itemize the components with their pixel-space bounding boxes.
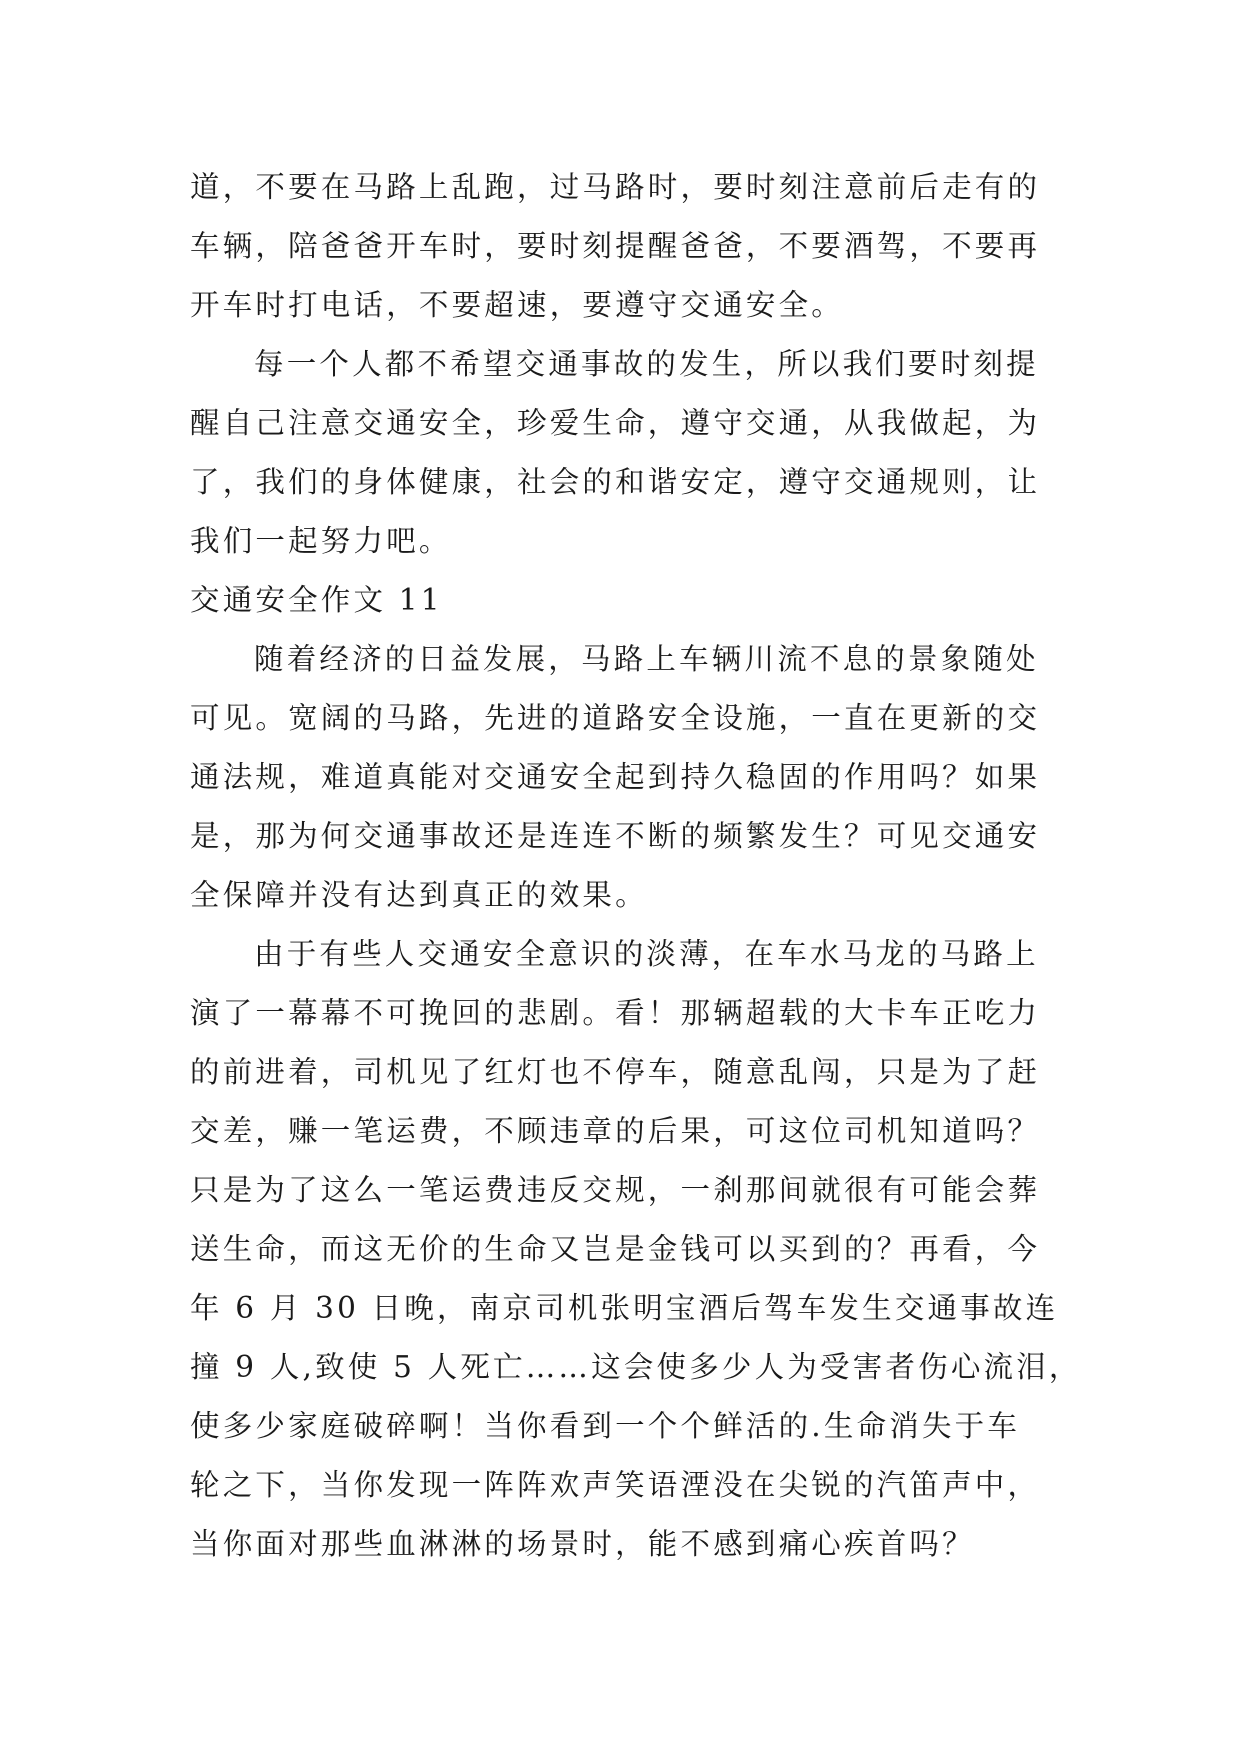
text-line: 每一个人都不希望交通事故的发生，所以我们要时刻提 bbox=[254, 347, 1039, 381]
text-line: 醒自己注意交通安全，珍爱生命，遵守交通，从我做起，为 bbox=[190, 406, 1041, 440]
text-line: 送生命，而这无价的生命又岂是金钱可以买到的？再看，今 bbox=[190, 1232, 1041, 1266]
text-line: 开车时打电话，不要超速，要遵守交通安全。 bbox=[190, 288, 845, 322]
text-line: 撞 9 人,致使 5 人死亡……这会使多少人为受害者伤心流泪， bbox=[190, 1350, 1082, 1384]
text-line: 交差，赚一笔运费，不顾违章的后果，可这位司机知道吗？ bbox=[190, 1114, 1041, 1148]
text-line: 了，我们的身体健康，社会的和谐安定，遵守交通规则，让 bbox=[190, 465, 1041, 499]
text-line: 我们一起努力吧。 bbox=[190, 524, 452, 558]
text-line: 演了一幕幕不可挽回的悲剧。看！那辆超载的大卡车正吃力 bbox=[190, 996, 1041, 1030]
text-line: 随着经济的日益发展，马路上车辆川流不息的景象随处 bbox=[254, 642, 1039, 676]
text-line: 轮之下，当你发现一阵阵欢声笑语湮没在尖锐的汽笛声中， bbox=[190, 1468, 1041, 1502]
text-line: 通法规，难道真能对交通安全起到持久稳固的作用吗？如果 bbox=[190, 760, 1041, 794]
text-line: 只是为了这么一笔运费违反交规，一刹那间就很有可能会葬 bbox=[190, 1173, 1041, 1207]
text-line: 的前进着，司机见了红灯也不停车，随意乱闯，只是为了赶 bbox=[190, 1055, 1041, 1089]
text-line: 当你面对那些血淋淋的场景时，能不感到痛心疾首吗？ bbox=[190, 1527, 975, 1561]
text-line: 道，不要在马路上乱跑，过马路时，要时刻注意前后走有的 bbox=[190, 170, 1041, 204]
text-line: 全保障并没有达到真正的效果。 bbox=[190, 878, 648, 912]
text-line: 由于有些人交通安全意识的淡薄，在车水马龙的马路上 bbox=[254, 937, 1039, 971]
text-line: 使多少家庭破碎啊！当你看到一个个鲜活的.生命消失于车 bbox=[190, 1409, 1021, 1443]
section-heading: 交通安全作文 11 bbox=[190, 583, 443, 617]
text-line: 是，那为何交通事故还是连连不断的频繁发生？可见交通安 bbox=[190, 819, 1041, 853]
text-line: 年 6 月 30 日晚，南京司机张明宝酒后驾车发生交通事故连 bbox=[190, 1291, 1059, 1325]
text-line: 可见。宽阔的马路，先进的道路安全设施，一直在更新的交 bbox=[190, 701, 1041, 735]
text-line: 车辆，陪爸爸开车时，要时刻提醒爸爸，不要酒驾，不要再 bbox=[190, 229, 1041, 263]
document-body bbox=[190, 158, 1082, 1574]
